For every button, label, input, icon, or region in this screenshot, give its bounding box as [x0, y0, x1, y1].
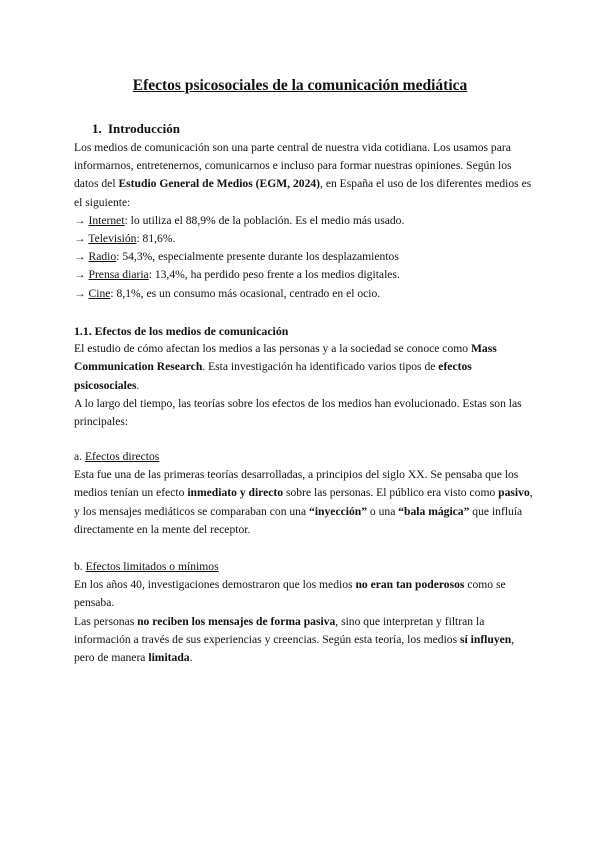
document-title: Efectos psicosociales de la comunicación mediática: [132, 77, 468, 94]
media-name: Radio: [88, 250, 117, 264]
section-number: 1.: [92, 121, 102, 136]
subsection-heading: b. Efectos limitados o mínimos: [74, 560, 219, 573]
list-item: → Prensa diaria: 13,4%, ha perdido peso frente a los medios digitales.: [74, 268, 400, 282]
list-item: → Internet: lo utiliza el 88,9% de la población. Es el medio más usado.: [74, 213, 405, 227]
subsection-a-block: [74, 448, 534, 539]
paragraph: A lo largo del tiempo, las teorías sobre los efectos de los medios han evolucionado. Estas son las principales:: [74, 396, 522, 429]
list-item: → Cine: 8,1%, es un consumo más ocasional, centrado en el ocio.: [74, 286, 381, 300]
list-item: → Televisión: 81,6%.: [74, 232, 176, 246]
media-name: Internet: [88, 213, 125, 227]
media-name: Cine: [88, 286, 111, 300]
subsection-b-block: [74, 558, 534, 667]
section-heading-text: Introducción: [108, 121, 180, 136]
intro-block: [74, 139, 534, 303]
intro-paragraph: Los medios de comunicación son una parte central de nuestra vida cotidiana. Los usamos para informarnos, entretenernos, comunicarnos e incluso para formar nuestras opiniones. Según los datos del Estudio General de Medios (EGM, 2024), en España el uso de los diferentes medios es el siguiente:: [74, 141, 532, 209]
paragraph: Las personas no reciben los mensajes de forma pasiva, sino que interpretan y filtran la información a través de sus experiencias y creencias. Según esta teoría, los medios sí influyen, pero de manera limitada.: [74, 614, 515, 665]
media-name: Prensa diaria: [88, 268, 149, 282]
subsection-heading: 1.1. Efectos de los medios de comunicación: [74, 324, 289, 338]
paragraph: En los años 40, investigaciones demostraron que los medios no eran tan poderosos como se pensaba.: [74, 578, 506, 610]
paragraph: Esta fue una de las primeras teorías desarrolladas, a principios del siglo XX. Se pensaba que los medios tenían un efecto inmediato y directo sobre las personas. El público era visto como pasivo, y los mensajes mediáticos se comparaban con una “inyección” o una “bala mágica” que influía directamente en la mente del receptor.: [74, 468, 533, 536]
list-item: → Radio: 54,3%, especialmente presente durante los desplazamientos: [74, 250, 399, 264]
subsection-heading: a. Efectos directos: [74, 450, 160, 463]
egm-reference: Estudio General de Medios (EGM, 2024): [118, 177, 321, 191]
media-name: Televisión: [88, 232, 137, 246]
section-1-1-block: [74, 322, 534, 431]
section-heading-introduccion: [92, 121, 180, 137]
paragraph: El estudio de cómo afectan los medios a las personas y a la sociedad se conoce como Mass Communication Research. Esta investigación ha identificado varios tipos de efectos psicosociales.: [74, 342, 497, 392]
